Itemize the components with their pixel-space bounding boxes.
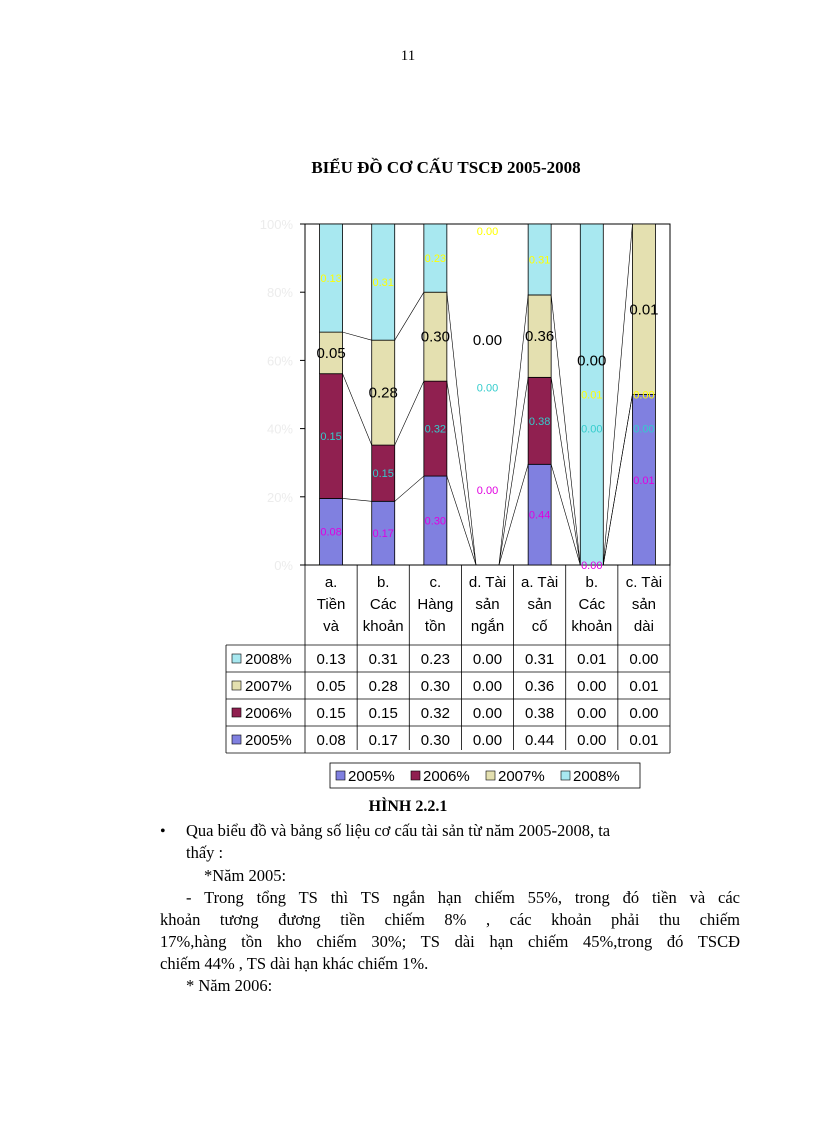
bullet-line-2: thấy :: [186, 843, 224, 862]
table-cell: 0.01: [577, 651, 607, 668]
legend-swatch-icon: [411, 771, 420, 780]
figure-caption: HÌNH 2.2.1: [368, 798, 448, 815]
table-cell: 0.30: [420, 732, 450, 749]
legend-key-icon: [232, 654, 241, 663]
series-line: [447, 476, 476, 565]
series-line: [499, 464, 528, 565]
y-tick-label: 20%: [266, 489, 293, 505]
table-cell: 0.30: [420, 678, 450, 695]
x-category-label: c.: [429, 574, 442, 591]
y-tick-label: 100%: [259, 217, 293, 232]
series-line: [343, 498, 372, 501]
table-cell: 0.00: [629, 651, 659, 668]
x-category-label: Hàng: [417, 596, 454, 613]
x-category-label: khoản: [362, 618, 404, 635]
series-line: [603, 224, 632, 565]
page-number: 11: [400, 48, 416, 64]
table-cell: 0.36: [525, 678, 555, 695]
data-label: 0.31: [372, 277, 394, 290]
data-label: 0.00: [633, 423, 655, 436]
table-cell: 0.15: [368, 705, 398, 722]
x-category-label: tồn: [424, 618, 446, 635]
x-category-label: sản: [527, 596, 552, 613]
y-tick-label: 40%: [266, 421, 293, 437]
data-table: [226, 565, 670, 753]
series-line: [343, 374, 372, 445]
table-cell: 0.00: [577, 678, 607, 695]
table-cell: 0.00: [472, 651, 503, 668]
data-label: 0.15: [320, 431, 342, 444]
table-cell: 0.00: [472, 678, 503, 695]
x-category-label: d. Tài: [468, 574, 507, 591]
data-label: 0.17: [372, 528, 394, 541]
data-label: 0.00: [476, 484, 499, 497]
data-label: 0.01: [581, 389, 603, 402]
series-line: [551, 295, 580, 565]
chart-title: BIỂU ĐỒ CƠ CẤU TSCĐ 2005-2008: [311, 158, 581, 177]
bullet-line-1: Qua biểu đồ và bảng số liệu cơ cấu tài sản từ năm 2005-2008, ta: [186, 821, 611, 840]
series-line: [447, 292, 476, 565]
table-cell: 0.01: [629, 732, 659, 749]
data-label: 0.00: [577, 352, 607, 370]
table-row-header: 2006%: [245, 705, 292, 722]
x-category-label: Tiền: [316, 596, 346, 613]
legend-label: 2005%: [348, 768, 395, 785]
series-line: [395, 476, 424, 501]
legend-key-icon: [232, 681, 241, 690]
series-line: [395, 381, 424, 445]
table-cell: 0.28: [368, 678, 398, 695]
legend-swatch-icon: [561, 771, 570, 780]
series-line: [499, 377, 528, 565]
data-label: 0.00: [476, 225, 499, 238]
legend-label: 2007%: [498, 768, 545, 785]
x-category-label: khoản: [571, 618, 613, 635]
series-line: [551, 464, 580, 565]
y-tick-label: 80%: [266, 285, 293, 301]
x-category-label: dài: [633, 618, 654, 635]
x-category-labels: [317, 574, 662, 635]
legend: [330, 763, 640, 788]
table-cell: 0.23: [420, 651, 450, 668]
data-label: 0.28: [368, 384, 398, 402]
data-label: 0.01: [633, 474, 655, 487]
x-category-label: b.: [585, 574, 599, 591]
data-label: 0.30: [424, 515, 447, 528]
x-category-label: Các: [369, 596, 397, 613]
table-cell: 0.15: [316, 705, 346, 722]
data-label: 0.00: [633, 389, 655, 402]
legend-key-icon: [232, 708, 241, 717]
table-row-header: 2007%: [245, 678, 292, 695]
table-cell: 0.00: [629, 705, 659, 722]
paragraph-line-2: khoản tương đương tiền chiếm 8% , các khoản phải thu chiếm: [160, 910, 740, 929]
legend-label: 2008%: [573, 768, 620, 785]
x-category-label: b.: [376, 574, 390, 591]
table-cell: 0.38: [525, 705, 555, 722]
paragraph-line-1: - Trong tổng TS thì TS ngắn hạn chiếm 55%, trong đó tiền và các: [186, 888, 740, 907]
x-category-label: a. Tài: [521, 574, 559, 591]
y-tick-label: 60%: [266, 353, 293, 369]
x-category-label: ngắn: [470, 618, 505, 635]
year-2005-heading: *Năm 2005:: [204, 866, 287, 885]
data-label: 0.30: [420, 328, 450, 346]
table-cell: 0.00: [577, 705, 607, 722]
x-category-label: c. Tài: [625, 574, 663, 591]
series-line: [551, 377, 580, 565]
year-2006-heading: * Năm 2006:: [186, 976, 273, 995]
x-category-label: a.: [324, 574, 338, 591]
x-category-label: cố: [531, 618, 548, 635]
table-cell: 0.00: [577, 732, 607, 749]
table-cell: 0.00: [472, 732, 503, 749]
data-label: 0.44: [528, 509, 551, 522]
series-line: [343, 332, 372, 340]
y-axis-ticks: [260, 217, 305, 573]
table-row-header: 2008%: [245, 651, 292, 668]
paragraph-line-4: chiếm 44% , TS dài hạn khác chiếm 1%.: [160, 954, 429, 973]
data-label: 0.23: [424, 253, 447, 266]
legend-key-icon: [232, 735, 241, 744]
x-category-label: sản: [631, 596, 657, 613]
data-label: 0.31: [528, 254, 551, 267]
table-cell: 0.00: [472, 705, 503, 722]
table-cell: 0.17: [368, 732, 398, 749]
data-label: 0.32: [424, 423, 447, 436]
data-label: 0.08: [320, 526, 342, 539]
table-cell: 0.44: [525, 732, 555, 749]
data-label: 0.13: [320, 273, 342, 286]
data-label: 0.38: [528, 415, 551, 428]
x-category-label: sản: [475, 596, 500, 613]
data-label: 0.00: [476, 382, 499, 395]
data-label: 0.00: [581, 560, 603, 572]
table-cell: 0.31: [525, 651, 555, 668]
legend-label: 2006%: [423, 768, 470, 785]
table-row-header: 2005%: [245, 732, 292, 749]
series-line: [499, 295, 528, 565]
table-cell: 0.13: [316, 651, 346, 668]
x-category-label: Các: [578, 596, 606, 613]
table-cell: 0.01: [629, 678, 659, 695]
data-label: 0.01: [629, 301, 659, 319]
legend-swatch-icon: [336, 771, 345, 780]
y-tick-label: 0%: [274, 558, 293, 573]
series-line: [603, 395, 632, 566]
table-cell: 0.08: [316, 732, 346, 749]
table-cell: 0.32: [420, 705, 450, 722]
legend-swatch-icon: [486, 771, 495, 780]
data-label: 0.36: [525, 328, 555, 346]
x-category-label: và: [323, 618, 339, 635]
data-label: 0.00: [472, 331, 503, 349]
data-label: 0.00: [581, 423, 603, 436]
data-label: 0.05: [316, 344, 346, 362]
paragraph-line-3: 17%,hàng tồn kho chiếm 30%; TS dài hạn chiếm 45%,trong đó TSCĐ: [160, 932, 740, 951]
table-cell: 0.31: [368, 651, 398, 668]
bullet-icon: •: [160, 823, 166, 840]
table-cell: 0.05: [316, 678, 346, 695]
series-line: [395, 292, 424, 340]
series-line: [447, 381, 476, 565]
data-label: 0.15: [372, 468, 394, 481]
